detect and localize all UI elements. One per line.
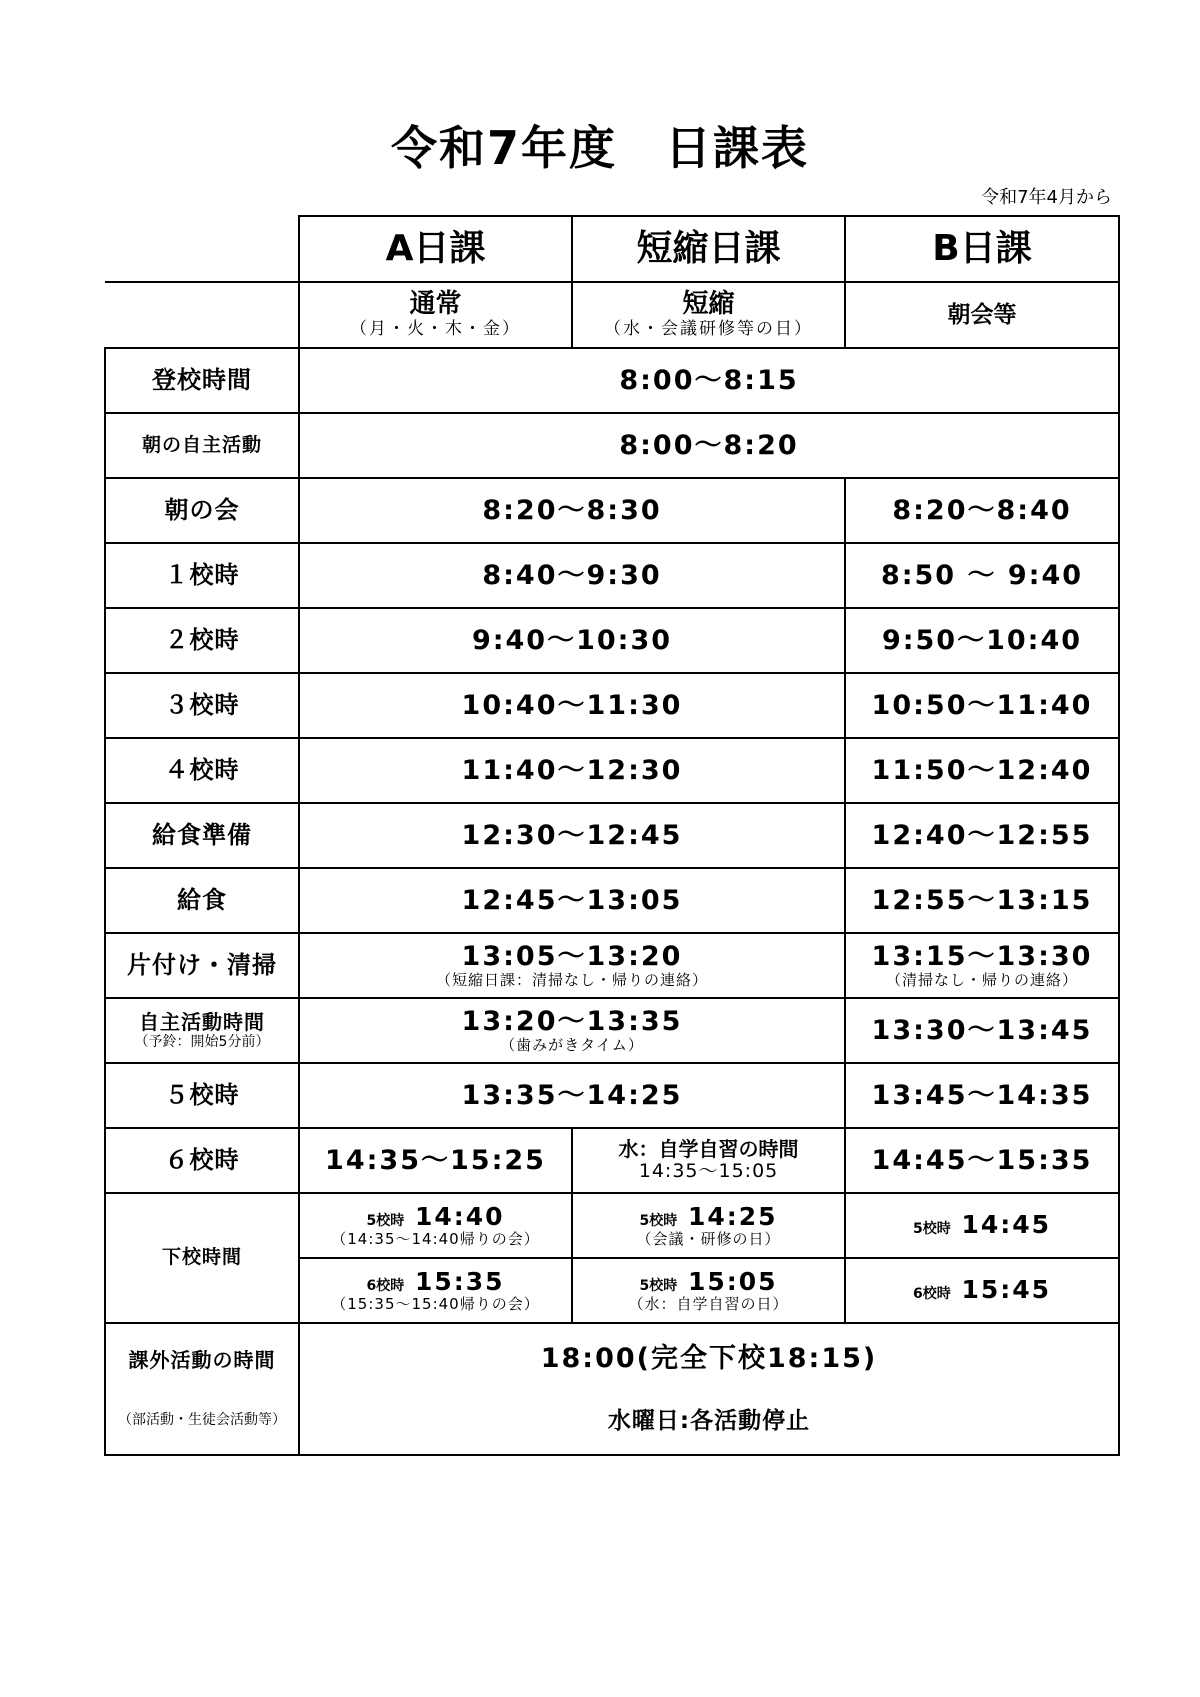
dismissal-time: 14:45 [961, 1210, 1052, 1240]
dismissal-time: 14:25 [687, 1201, 778, 1231]
row-period-3 [105, 673, 1119, 738]
dismissal-time: 15:45 [961, 1275, 1052, 1305]
dismissal-a-6 [299, 1258, 572, 1323]
period-prefix: 5校時 [912, 1221, 951, 1238]
time-cell-ab [299, 998, 845, 1063]
row-label: ５校時 [105, 1063, 299, 1128]
time-cell-ab: 12:30～12:45 [299, 803, 845, 868]
header-a: A日課 [299, 216, 572, 282]
period-prefix: 6校時 [912, 1286, 951, 1303]
time-cell-ab [299, 933, 845, 998]
row-label-cell [105, 1323, 299, 1455]
row-label: ６校時 [105, 1128, 299, 1193]
dismissal-b-5 [845, 1193, 1119, 1258]
corner-blank [105, 282, 299, 348]
header-b-sub-label: 朝会等 [947, 301, 1017, 328]
row-free-time [105, 998, 1119, 1063]
time-text: 13:20～13:35 [461, 1006, 683, 1038]
time-cell-b: 12:40～12:55 [845, 803, 1119, 868]
time-note: （清掃なし・帰りの連絡） [885, 971, 1078, 990]
header-b: B日課 [845, 216, 1119, 282]
time-cell-b: 13:30～13:45 [845, 998, 1119, 1063]
period-prefix: 5校時 [366, 1212, 405, 1229]
row-dismissal-1 [105, 1193, 1119, 1258]
extracurricular-time: 18:00(完全下校18:15) [540, 1343, 878, 1375]
time-cell: 8:00～8:15 [299, 348, 1119, 413]
row-label: ４校時 [105, 738, 299, 803]
time-cell-b: 14:45～15:35 [845, 1128, 1119, 1193]
row-label: 自主活動時間 [139, 1009, 265, 1034]
time-cell-b: 11:50～12:40 [845, 738, 1119, 803]
time-cell-short [572, 1128, 845, 1193]
time-cell: 8:00～8:20 [299, 413, 1119, 478]
row-period-2 [105, 608, 1119, 673]
row-period-6 [105, 1128, 1119, 1193]
corner-blank [105, 216, 299, 282]
time-text: 13:15～13:30 [871, 941, 1093, 973]
dismissal-note: （14:35～14:40帰りの会） [331, 1230, 540, 1249]
wednesday-study-time: 14:35～15:05 [638, 1160, 779, 1183]
time-cell-ab: 8:20～8:30 [299, 478, 845, 543]
time-cell-ab: 11:40～12:30 [299, 738, 845, 803]
dismissal-short-5 [572, 1193, 845, 1258]
wednesday-study-label: 水：自学自習の時間 [618, 1137, 799, 1162]
row-label: 給食 [105, 868, 299, 933]
dismissal-short-6 [572, 1258, 845, 1323]
header-short-days: （水・会議研修等の日） [604, 319, 813, 340]
header-a-sub [299, 282, 572, 348]
time-cell-ab: 8:40～9:30 [299, 543, 845, 608]
time-cell-b: 12:55～13:15 [845, 868, 1119, 933]
time-cell-b [845, 933, 1119, 998]
schedule-table [104, 215, 1120, 1456]
header-a-days: （月・火・木・金） [350, 319, 521, 340]
header-row [105, 216, 1119, 282]
header-a-sub-label: 通常 [409, 289, 462, 320]
time-cell-b: 10:50～11:40 [845, 673, 1119, 738]
time-note: （歯みがきタイム） [500, 1036, 644, 1055]
row-label: ２校時 [105, 608, 299, 673]
time-note: （短縮日課：清掃なし・帰りの連絡） [435, 971, 708, 990]
time-cell-b: 8:50 ～ 9:40 [845, 543, 1119, 608]
row-lunch [105, 868, 1119, 933]
extracurricular-cell [299, 1323, 1119, 1455]
row-label-note: （予鈴：開始5分前） [134, 1033, 270, 1050]
header-sub-row [105, 282, 1119, 348]
header-short: 短縮日課 [572, 216, 845, 282]
dismissal-note: （水：自学自習の日） [628, 1295, 789, 1314]
time-cell-b: 13:45～14:35 [845, 1063, 1119, 1128]
effective-date: 令和7年4月から [981, 187, 1112, 208]
period-prefix: 6校時 [366, 1277, 405, 1294]
dismissal-time: 14:40 [414, 1201, 505, 1231]
row-morning-meeting [105, 478, 1119, 543]
row-label-note: （部活動・生徒会活動等） [118, 1412, 286, 1429]
row-label: 片付け・清掃 [105, 933, 299, 998]
dismissal-time: 15:35 [414, 1266, 505, 1296]
time-cell-ab: 13:35～14:25 [299, 1063, 845, 1128]
row-extracurricular [105, 1323, 1119, 1455]
header-short-sub [572, 282, 845, 348]
row-label: 朝の会 [105, 478, 299, 543]
row-label: 登校時間 [105, 348, 299, 413]
dismissal-a-5 [299, 1193, 572, 1258]
dismissal-time: 15:05 [687, 1266, 778, 1296]
row-label: １校時 [105, 543, 299, 608]
time-text: 13:05～13:20 [461, 941, 683, 973]
time-cell-b: 8:20～8:40 [845, 478, 1119, 543]
row-period-5 [105, 1063, 1119, 1128]
row-arrival [105, 348, 1119, 413]
row-period-1 [105, 543, 1119, 608]
row-lunch-prep [105, 803, 1119, 868]
time-cell-b: 9:50～10:40 [845, 608, 1119, 673]
time-cell-ab: 9:40～10:30 [299, 608, 845, 673]
time-cell-ab: 12:45～13:05 [299, 868, 845, 933]
row-label: ３校時 [105, 673, 299, 738]
period-prefix: 5校時 [639, 1277, 678, 1294]
dismissal-note: （15:35～15:40帰りの会） [331, 1295, 540, 1314]
row-label-cell [105, 998, 299, 1063]
row-label: 朝の自主活動 [105, 413, 299, 478]
dismissal-note: （会議・研修の日） [636, 1230, 781, 1249]
time-cell-ab: 10:40～11:30 [299, 673, 845, 738]
time-cell-a: 14:35～15:25 [299, 1128, 572, 1193]
page-title: 令和7年度 日課表 [390, 121, 809, 175]
row-label: 給食準備 [105, 803, 299, 868]
row-cleaning [105, 933, 1119, 998]
dismissal-b-6 [845, 1258, 1119, 1323]
row-label: 下校時間 [105, 1193, 299, 1323]
row-self-study [105, 413, 1119, 478]
header-b-sub [845, 282, 1119, 348]
period-prefix: 5校時 [639, 1212, 678, 1229]
row-period-4 [105, 738, 1119, 803]
row-label: 課外活動の時間 [128, 1348, 276, 1373]
header-short-sub-label: 短縮 [682, 289, 735, 320]
wednesday-suspension: 水曜日:各活動停止 [607, 1408, 811, 1435]
